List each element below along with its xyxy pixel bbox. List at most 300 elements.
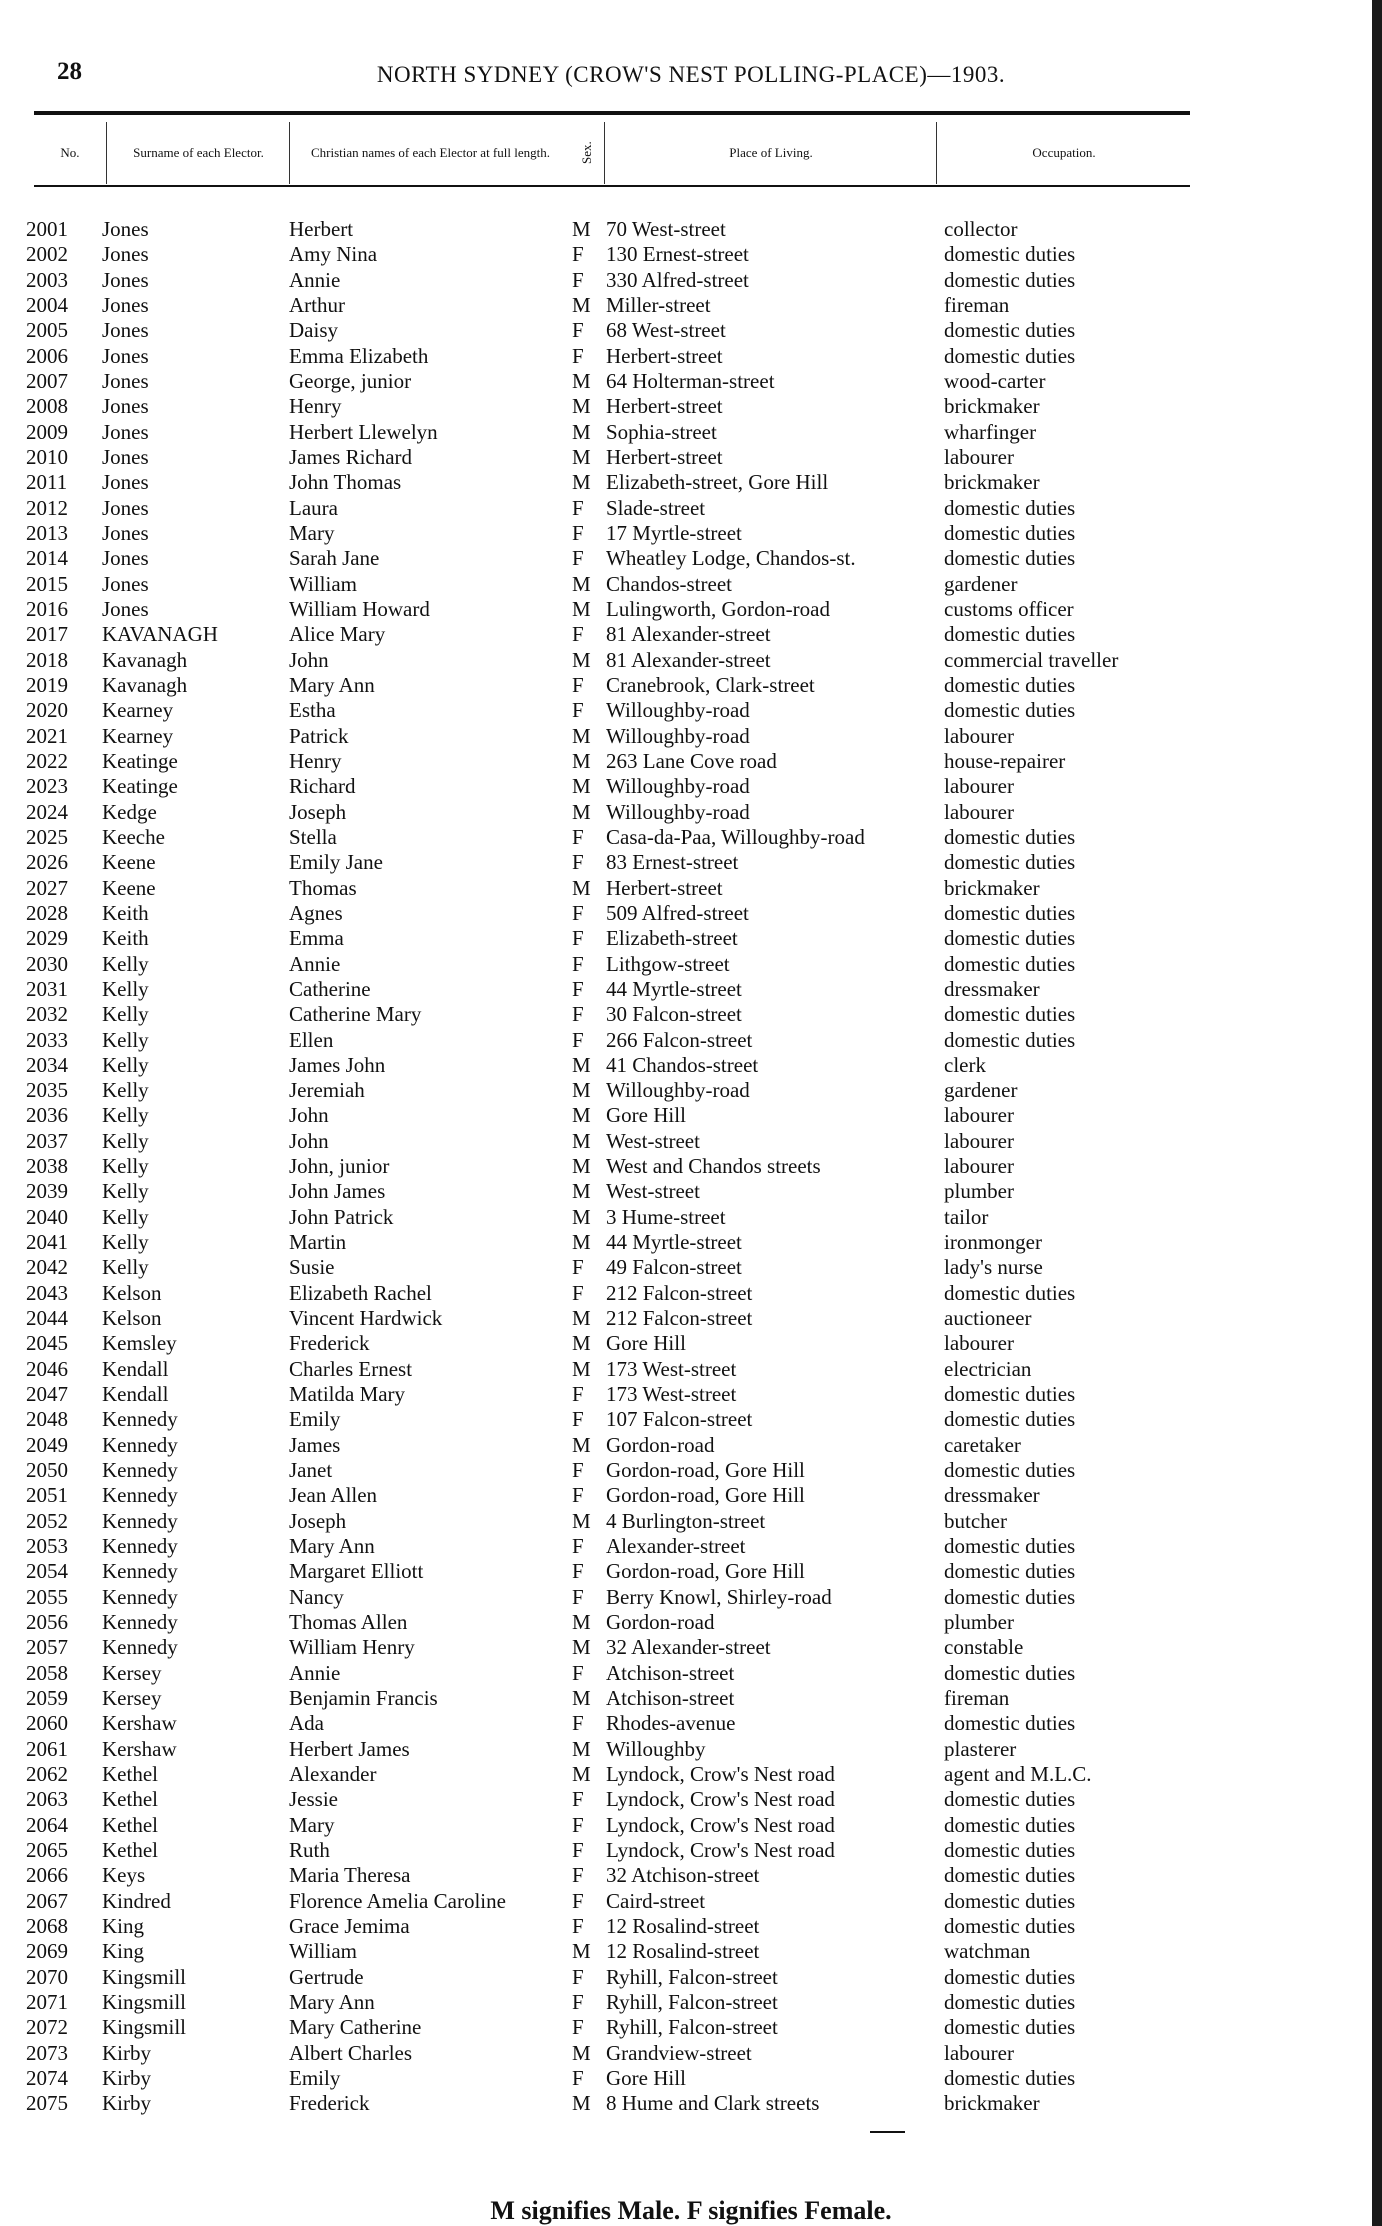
- occupation: caretaker: [944, 1432, 1021, 1457]
- sex: M: [572, 1686, 591, 1711]
- elector-number: 2037: [26, 1128, 68, 1153]
- elector-row: [0, 1028, 1382, 1053]
- surname: Jones: [102, 242, 149, 267]
- elector-number: 2021: [26, 723, 68, 748]
- elector-number: 2067: [26, 1888, 68, 1913]
- christian-names: Alice Mary: [289, 622, 386, 647]
- surname: Kelly: [102, 1078, 149, 1103]
- surname: Kingsmill: [102, 2015, 187, 2040]
- elector-number: 2035: [26, 1078, 68, 1103]
- occupation: domestic duties: [944, 343, 1076, 368]
- christian-names: Thomas: [289, 875, 357, 900]
- elector-row: [0, 1129, 1382, 1154]
- occupation: butcher: [944, 1508, 1007, 1533]
- elector-row: [0, 1787, 1382, 1812]
- elector-row: [0, 1331, 1382, 1356]
- elector-number: 2018: [26, 647, 68, 672]
- place-of-living: Alexander-street: [606, 1534, 746, 1559]
- christian-names: Martin: [289, 1230, 347, 1255]
- elector-number: 2045: [26, 1331, 68, 1356]
- place-of-living: 3 Hume-street: [606, 1204, 726, 1229]
- occupation: brickmaker: [944, 875, 1040, 900]
- christian-names: John James: [289, 1179, 386, 1204]
- surname: Kennedy: [102, 1610, 178, 1635]
- occupation: brickmaker: [944, 394, 1040, 419]
- elector-row: [0, 1078, 1382, 1103]
- surname: Kennedy: [102, 1584, 178, 1609]
- elector-row: [0, 1661, 1382, 1686]
- surname: Kennedy: [102, 1432, 178, 1457]
- place-of-living: Grandview-street: [606, 2040, 752, 2065]
- sex: M: [572, 1078, 591, 1103]
- sex: F: [572, 1584, 584, 1609]
- surname: Kennedy: [102, 1407, 178, 1432]
- place-of-living: Lulingworth, Gordon-road: [606, 596, 830, 621]
- surname: Kelly: [102, 1255, 149, 1280]
- elector-row: [0, 1559, 1382, 1584]
- elector-row: [0, 698, 1382, 723]
- elector-number: 2043: [26, 1280, 68, 1305]
- elector-row: [0, 1154, 1382, 1179]
- sex: F: [572, 318, 584, 343]
- elector-number: 2010: [26, 444, 68, 469]
- surname: Kavanagh: [102, 672, 188, 697]
- occupation: gardener: [944, 1078, 1018, 1103]
- sex: M: [572, 292, 591, 317]
- occupation: domestic duties: [944, 1458, 1076, 1483]
- place-of-living: Atchison-street: [606, 1660, 735, 1685]
- column-header-surname: Surname of each Elector.: [106, 122, 290, 184]
- surname: Kelly: [102, 951, 149, 976]
- place-of-living: Chandos-street: [606, 571, 732, 596]
- surname: Kelly: [102, 1230, 149, 1255]
- occupation: domestic duties: [944, 698, 1076, 723]
- elector-row: [0, 1686, 1382, 1711]
- surname: Keene: [102, 850, 156, 875]
- occupation: domestic duties: [944, 1002, 1076, 1027]
- sex: M: [572, 1230, 591, 1255]
- elector-row: [0, 1458, 1382, 1483]
- occupation: domestic duties: [944, 2065, 1076, 2090]
- surname: Kirby: [102, 2091, 151, 2116]
- sex: F: [572, 1027, 584, 1052]
- place-of-living: Willoughby-road: [606, 698, 750, 723]
- christian-names: Joseph: [289, 1508, 347, 1533]
- sex: F: [572, 850, 584, 875]
- elector-number: 2004: [26, 292, 68, 317]
- elector-number: 2024: [26, 799, 68, 824]
- occupation: domestic duties: [944, 951, 1076, 976]
- place-of-living: Lyndock, Crow's Nest road: [606, 1762, 835, 1787]
- occupation: auctioneer: [944, 1306, 1032, 1331]
- occupation: lady's nurse: [944, 1255, 1043, 1280]
- occupation: ironmonger: [944, 1230, 1042, 1255]
- christian-names: Benjamin Francis: [289, 1686, 438, 1711]
- surname: Kelly: [102, 1179, 149, 1204]
- christian-names: Laura: [289, 495, 338, 520]
- place-of-living: Gordon-road, Gore Hill: [606, 1483, 805, 1508]
- elector-row: [0, 1990, 1382, 2015]
- place-of-living: Ryhill, Falcon-street: [606, 1964, 778, 1989]
- elector-number: 2006: [26, 343, 68, 368]
- elector-row: [0, 293, 1382, 318]
- elector-number: 2065: [26, 1838, 68, 1862]
- christian-names: William: [289, 1939, 357, 1964]
- elector-row: [0, 1002, 1382, 1027]
- elector-row: [0, 977, 1382, 1002]
- christian-names: Ellen: [289, 1027, 334, 1052]
- elector-number: 2054: [26, 1559, 68, 1584]
- surname: Kennedy: [102, 1458, 178, 1483]
- occupation: domestic duties: [944, 1711, 1076, 1736]
- christian-names: Frederick: [289, 1331, 370, 1356]
- surname: Jones: [102, 267, 149, 292]
- elector-number: 2015: [26, 571, 68, 596]
- elector-number: 2047: [26, 1382, 68, 1407]
- place-of-living: 107 Falcon-street: [606, 1407, 753, 1432]
- occupation: domestic duties: [944, 1913, 1076, 1938]
- christian-names: Mary Ann: [289, 672, 375, 697]
- occupation: domestic duties: [944, 242, 1076, 267]
- surname: Kendall: [102, 1356, 169, 1381]
- occupation: clerk: [944, 1052, 986, 1077]
- elector-number: 2050: [26, 1458, 68, 1483]
- sex: M: [572, 394, 591, 419]
- occupation: labourer: [944, 1154, 1014, 1179]
- place-of-living: Gordon-road: [606, 1432, 715, 1457]
- place-of-living: 509 Alfred-street: [606, 900, 749, 925]
- elector-number: 2059: [26, 1686, 68, 1711]
- elector-number: 2007: [26, 368, 68, 393]
- occupation: domestic duties: [944, 1838, 1076, 1862]
- elector-number: 2026: [26, 850, 68, 875]
- sex: F: [572, 2065, 584, 2090]
- elector-number: 2041: [26, 1230, 68, 1255]
- sex: M: [572, 1356, 591, 1381]
- occupation: commercial traveller: [944, 647, 1119, 672]
- surname: Kethel: [102, 1838, 158, 1862]
- page-number: 28: [57, 58, 82, 85]
- occupation: domestic duties: [944, 1863, 1076, 1888]
- occupation: labourer: [944, 2040, 1014, 2065]
- elector-row: [0, 369, 1382, 394]
- sex: F: [572, 343, 584, 368]
- elector-number: 2062: [26, 1762, 68, 1787]
- surname: Jones: [102, 318, 149, 343]
- place-of-living: 32 Alexander-street: [606, 1635, 771, 1660]
- surname: Kearney: [102, 698, 174, 723]
- elector-number: 2027: [26, 875, 68, 900]
- elector-number: 2028: [26, 900, 68, 925]
- christian-names: Jeremiah: [289, 1078, 365, 1103]
- elector-number: 2074: [26, 2065, 68, 2090]
- christian-names: James: [289, 1432, 341, 1457]
- elector-row: [0, 1585, 1382, 1610]
- occupation: labourer: [944, 1103, 1014, 1128]
- christian-names: John: [289, 1128, 329, 1153]
- sex: M: [572, 1052, 591, 1077]
- place-of-living: Gore Hill: [606, 1103, 686, 1128]
- christian-names: Amy Nina: [289, 242, 378, 267]
- christian-names: Florence Amelia Caroline: [289, 1888, 506, 1913]
- christian-names: William Henry: [289, 1635, 415, 1660]
- surname: Jones: [102, 292, 149, 317]
- column-header-place: Place of Living.: [604, 122, 937, 184]
- sex: M: [572, 875, 591, 900]
- place-of-living: Lyndock, Crow's Nest road: [606, 1787, 835, 1812]
- sex: F: [572, 2015, 584, 2040]
- place-of-living: 44 Myrtle-street: [606, 1230, 742, 1255]
- christian-names: Jessie: [289, 1787, 338, 1812]
- elector-row: [0, 546, 1382, 571]
- sex: M: [572, 1736, 591, 1761]
- place-of-living: 44 Myrtle-street: [606, 976, 742, 1001]
- elector-row: [0, 1382, 1382, 1407]
- place-of-living: Willoughby-road: [606, 774, 750, 799]
- occupation: agent and M.L.C.: [944, 1762, 1092, 1787]
- surname: Kennedy: [102, 1508, 178, 1533]
- elector-row: [0, 1711, 1382, 1736]
- christian-names: Ada: [289, 1711, 324, 1736]
- surname: Kavanagh: [102, 647, 188, 672]
- elector-number: 2052: [26, 1508, 68, 1533]
- sex: F: [572, 1913, 584, 1938]
- surname: Kemsley: [102, 1331, 177, 1356]
- surname: Kersey: [102, 1660, 162, 1685]
- christian-names: Maria Theresa: [289, 1863, 411, 1888]
- christian-names: Albert Charles: [289, 2040, 413, 2065]
- place-of-living: Willoughby: [606, 1736, 706, 1761]
- elector-row: [0, 344, 1382, 369]
- christian-names: Janet: [289, 1458, 333, 1483]
- elector-row: [0, 724, 1382, 749]
- place-of-living: Slade-street: [606, 495, 706, 520]
- elector-number: 2060: [26, 1711, 68, 1736]
- elector-row: [0, 926, 1382, 951]
- occupation: fireman: [944, 1686, 1010, 1711]
- surname: Kelly: [102, 1103, 149, 1128]
- surname: Kingsmill: [102, 1989, 187, 2014]
- surname: Jones: [102, 343, 149, 368]
- elector-number: 2073: [26, 2040, 68, 2065]
- elector-row: [0, 825, 1382, 850]
- christian-names: Grace Jemima: [289, 1913, 410, 1938]
- christian-names: John: [289, 647, 329, 672]
- sex: F: [572, 622, 584, 647]
- occupation: domestic duties: [944, 1584, 1076, 1609]
- christian-names: Sarah Jane: [289, 546, 380, 571]
- elector-number: 2022: [26, 748, 68, 773]
- elector-number: 2002: [26, 242, 68, 267]
- occupation: plasterer: [944, 1736, 1017, 1761]
- surname: Jones: [102, 571, 149, 596]
- surname: Keith: [102, 926, 149, 951]
- christian-names: John, junior: [289, 1154, 390, 1179]
- christian-names: Annie: [289, 951, 341, 976]
- christian-names: Catherine Mary: [289, 1002, 422, 1027]
- sex: M: [572, 470, 591, 495]
- surname: Kedge: [102, 799, 157, 824]
- elector-row: [0, 217, 1382, 242]
- christian-names: Emma: [289, 926, 344, 951]
- place-of-living: Miller-street: [606, 292, 711, 317]
- occupation: domestic duties: [944, 1407, 1076, 1432]
- christian-names: Mary: [289, 520, 335, 545]
- surname: Keeche: [102, 824, 165, 849]
- elector-row: [0, 774, 1382, 799]
- sex: F: [572, 242, 584, 267]
- sex: M: [572, 596, 591, 621]
- place-of-living: Gordon-road, Gore Hill: [606, 1559, 805, 1584]
- surname: Kershaw: [102, 1736, 177, 1761]
- surname: Kennedy: [102, 1559, 178, 1584]
- place-of-living: Casa-da-Paa, Willoughby-road: [606, 824, 865, 849]
- occupation: domestic duties: [944, 1787, 1076, 1812]
- elector-number: 2063: [26, 1787, 68, 1812]
- occupation: plumber: [944, 1179, 1014, 1204]
- surname: Keys: [102, 1863, 146, 1888]
- sex: F: [572, 1458, 584, 1483]
- elector-row: [0, 1635, 1382, 1660]
- elector-row: [0, 1863, 1382, 1888]
- elector-row: [0, 876, 1382, 901]
- place-of-living: Willoughby-road: [606, 799, 750, 824]
- elector-number: 2057: [26, 1635, 68, 1660]
- surname: Kennedy: [102, 1635, 178, 1660]
- occupation: domestic duties: [944, 622, 1076, 647]
- elector-number: 2066: [26, 1863, 68, 1888]
- occupation: brickmaker: [944, 2091, 1040, 2116]
- elector-row: [0, 496, 1382, 521]
- christian-names: Alexander: [289, 1762, 377, 1787]
- place-of-living: Wheatley Lodge, Chandos-st.: [606, 546, 856, 571]
- elector-number: 2031: [26, 976, 68, 1001]
- occupation: constable: [944, 1635, 1024, 1660]
- sex: F: [572, 1255, 584, 1280]
- occupation: watchman: [944, 1939, 1031, 1964]
- elector-number: 2072: [26, 2015, 68, 2040]
- sex: M: [572, 1179, 591, 1204]
- christian-names: Joseph: [289, 799, 347, 824]
- christian-names: Mary Ann: [289, 1989, 375, 2014]
- sex: F: [572, 976, 584, 1001]
- elector-row: [0, 394, 1382, 419]
- surname: Keene: [102, 875, 156, 900]
- occupation: collector: [944, 217, 1018, 241]
- elector-row: [0, 420, 1382, 445]
- elector-number: 2008: [26, 394, 68, 419]
- occupation: domestic duties: [944, 1888, 1076, 1913]
- elector-row: [0, 2041, 1382, 2066]
- place-of-living: Rhodes-avenue: [606, 1711, 736, 1736]
- occupation: domestic duties: [944, 1280, 1076, 1305]
- occupation: domestic duties: [944, 1027, 1076, 1052]
- elector-number: 2009: [26, 419, 68, 444]
- christian-names: Herbert James: [289, 1736, 410, 1761]
- place-of-living: Lithgow-street: [606, 951, 730, 976]
- place-of-living: 81 Alexander-street: [606, 622, 771, 647]
- surname: Kirby: [102, 2040, 151, 2065]
- sex: M: [572, 1939, 591, 1964]
- occupation: domestic duties: [944, 546, 1076, 571]
- christian-names: Mary Ann: [289, 1534, 375, 1559]
- sex: F: [572, 926, 584, 951]
- occupation: tailor: [944, 1204, 989, 1229]
- place-of-living: 12 Rosalind-street: [606, 1939, 760, 1964]
- surname: Kethel: [102, 1762, 158, 1787]
- surname: Kelly: [102, 1027, 149, 1052]
- elector-number: 2068: [26, 1913, 68, 1938]
- sex: F: [572, 1964, 584, 1989]
- surname: Kendall: [102, 1382, 169, 1407]
- surname: Kindred: [102, 1888, 171, 1913]
- elector-number: 2064: [26, 1812, 68, 1837]
- elector-number: 2011: [26, 470, 68, 495]
- christian-names: William: [289, 571, 357, 596]
- elector-row: [0, 1838, 1382, 1863]
- occupation: domestic duties: [944, 267, 1076, 292]
- elector-row: [0, 318, 1382, 343]
- elector-row: [0, 1914, 1382, 1939]
- elector-row: [0, 673, 1382, 698]
- sex: F: [572, 546, 584, 571]
- occupation: house-repairer: [944, 748, 1066, 773]
- sex: M: [572, 368, 591, 393]
- elector-number: 2040: [26, 1204, 68, 1229]
- surname: Keatinge: [102, 748, 178, 773]
- elector-number: 2061: [26, 1736, 68, 1761]
- place-of-living: Ryhill, Falcon-street: [606, 2015, 778, 2040]
- sex: M: [572, 571, 591, 596]
- place-of-living: 17 Myrtle-street: [606, 520, 742, 545]
- sex: F: [572, 1888, 584, 1913]
- surname: Kelly: [102, 976, 149, 1001]
- christian-names: Annie: [289, 1660, 341, 1685]
- surname: Jones: [102, 394, 149, 419]
- sex: F: [572, 1660, 584, 1685]
- elector-number: 2070: [26, 1964, 68, 1989]
- christian-names: Charles Ernest: [289, 1356, 413, 1381]
- occupation: domestic duties: [944, 1989, 1076, 2014]
- occupation: wood-carter: [944, 368, 1046, 393]
- surname: Kershaw: [102, 1711, 177, 1736]
- surname: Kelson: [102, 1280, 162, 1305]
- place-of-living: Gordon-road: [606, 1610, 715, 1635]
- elector-row: [0, 1179, 1382, 1204]
- place-of-living: Lyndock, Crow's Nest road: [606, 1838, 835, 1862]
- occupation: domestic duties: [944, 900, 1076, 925]
- place-of-living: 4 Burlington-street: [606, 1508, 766, 1533]
- occupation: domestic duties: [944, 1812, 1076, 1837]
- sex: M: [572, 217, 591, 241]
- elector-number: 2075: [26, 2091, 68, 2116]
- place-of-living: 30 Falcon-street: [606, 1002, 742, 1027]
- surname: Kirby: [102, 2065, 151, 2090]
- header-rule: [34, 111, 1190, 115]
- sex: F: [572, 900, 584, 925]
- elector-row: [0, 1230, 1382, 1255]
- elector-number: 2046: [26, 1356, 68, 1381]
- sex: F: [572, 520, 584, 545]
- sex: M: [572, 1128, 591, 1153]
- elector-number: 2032: [26, 1002, 68, 1027]
- christian-names: Catherine: [289, 976, 371, 1001]
- elector-number: 2038: [26, 1154, 68, 1179]
- surname: Kelly: [102, 1204, 149, 1229]
- surname: Keith: [102, 900, 149, 925]
- occupation: labourer: [944, 774, 1014, 799]
- occupation: dressmaker: [944, 976, 1040, 1001]
